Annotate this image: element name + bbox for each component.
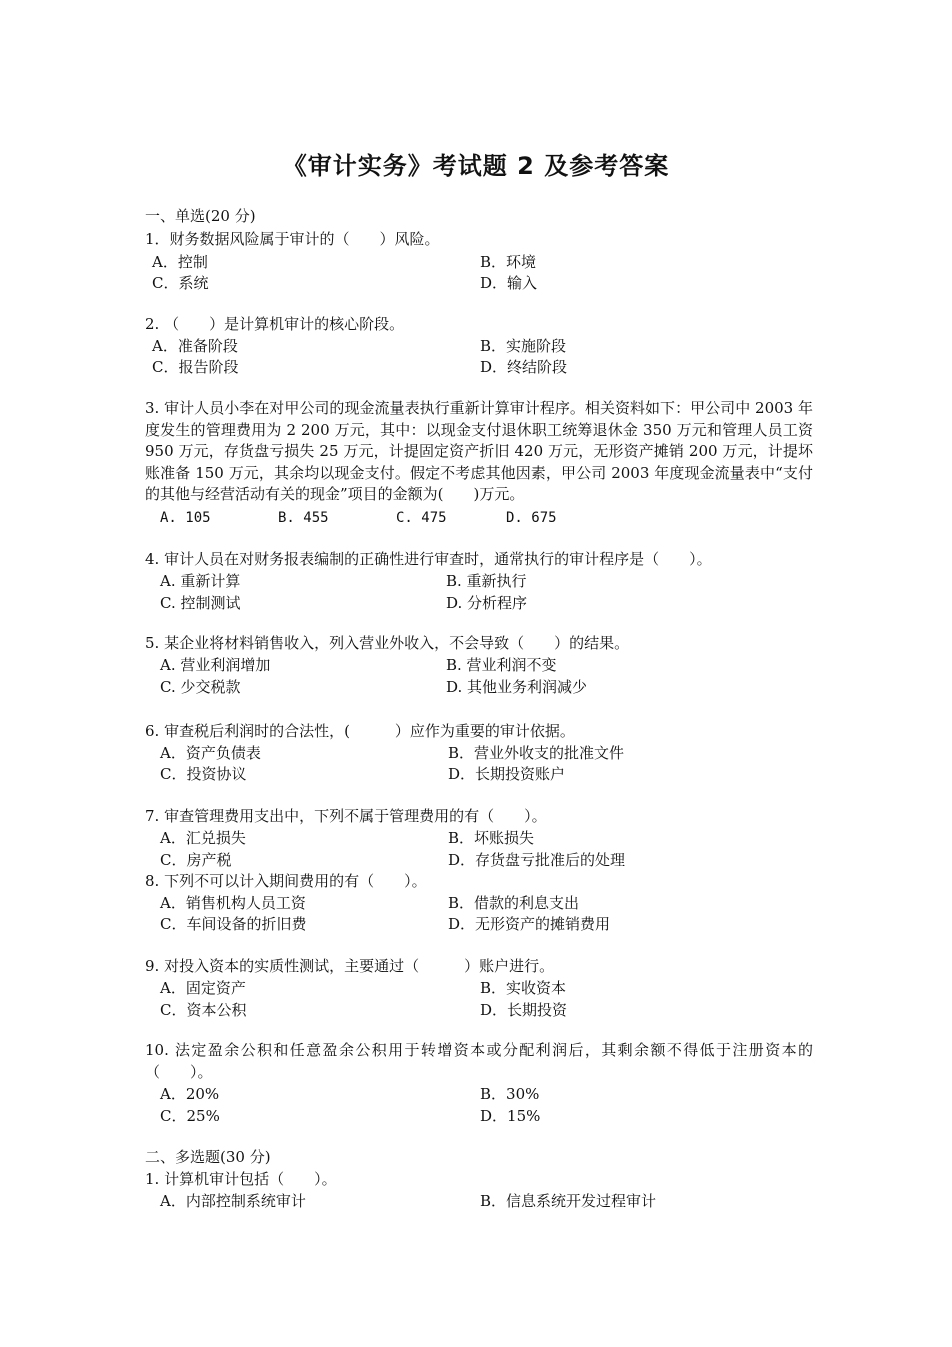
q6-option-a: A．资产负债表 <box>160 744 261 762</box>
q6-option-b: B．营业外收支的批准文件 <box>448 744 625 762</box>
multi-question-1: 1. 计算机审计包括（ ）。 <box>145 1170 337 1188</box>
q8-option-b: B．借款的利息支出 <box>448 894 580 912</box>
q6-option-d: D．长期投资账户 <box>448 765 566 783</box>
q4-option-b: B. 重新执行 <box>446 572 527 590</box>
q3-option-d: D. 675 <box>506 510 557 526</box>
q8-option-a: A．销售机构人员工资 <box>160 894 306 912</box>
q2-option-b: B．实施阶段 <box>480 337 567 355</box>
question-6: 6. 审查税后利润时的合法性，( ）应作为重要的审计依据。 <box>145 722 575 740</box>
q5-option-b: B. 营业利润不变 <box>446 656 557 674</box>
q9-option-c: C．资本公积 <box>160 1001 247 1019</box>
q1-option-b: B．环境 <box>480 253 537 271</box>
q9-option-a: A．固定资产 <box>160 979 246 997</box>
q4-option-a: A. 重新计算 <box>160 572 241 590</box>
document-title: 《审计实务》考试题 2 及参考答案 <box>282 152 670 180</box>
q6-option-c: C．投资协议 <box>160 765 247 783</box>
q5-option-d: D. 其他业务利润减少 <box>446 678 588 696</box>
m1-option-b: B．信息系统开发过程审计 <box>480 1192 657 1210</box>
q2-option-c: C．报告阶段 <box>152 358 239 376</box>
question-7: 7. 审查管理费用支出中，下列不属于管理费用的有（ ）。 <box>145 807 547 825</box>
question-5: 5. 某企业将材料销售收入，列入营业外收入，不会导致（ ）的结果。 <box>145 634 630 652</box>
q3-option-c: C. 475 <box>396 510 447 526</box>
q10-option-d: D．15% <box>480 1107 541 1125</box>
question-4: 4. 审计人员在对财务报表编制的正确性进行审查时，通常执行的审计程序是（ ）。 <box>145 550 712 568</box>
q5-option-a: A. 营业利润增加 <box>160 656 271 674</box>
q8-option-d: D．无形资产的摊销费用 <box>448 915 611 933</box>
section-heading-single-choice: 一、单选(20 分) <box>145 207 256 225</box>
question-1: 1．财务数据风险属于审计的（ ）风险。 <box>145 230 440 248</box>
q1-option-a: A．控制 <box>152 253 208 271</box>
q4-option-c: C. 控制测试 <box>160 594 241 612</box>
q7-option-d: D．存货盘亏批准后的处理 <box>448 851 626 869</box>
q1-option-c: C．系统 <box>152 274 209 292</box>
q7-option-b: B．坏账损失 <box>448 829 535 847</box>
q10-option-a: A．20% <box>160 1085 220 1103</box>
q2-option-a: A．准备阶段 <box>152 337 238 355</box>
section-heading-multiple-choice: 二、多选题(30 分) <box>145 1148 271 1166</box>
question-3: 3. 审计人员小李在对甲公司的现金流量表执行重新计算审计程序。相关资料如下：甲公司中 2003 年度发生的管理费用为 2 200 万元，其中：以现金支付退休职工统筹退休金 350 万元和管理人员工资 950 万元，存货盘亏损失 25 万元，计提固定资产折旧 420 万元，无形资产摊销 200 万元，计提坏账准备 150 万元，其余均以现金支付。假定不考虑其他因素，甲公司 2003 年度现金流量表中“支付的其他与经营活动有关的现金”项目的金额为( )万元。 <box>145 399 813 504</box>
q10-option-b: B．30% <box>480 1085 540 1103</box>
q9-option-b: B．实收资本 <box>480 979 567 997</box>
q9-option-d: D．长期投资 <box>480 1001 568 1019</box>
q3-option-b: B. 455 <box>278 510 329 526</box>
m1-option-a: A．内部控制系统审计 <box>160 1192 306 1210</box>
question-10: 10. 法定盈余公积和任意盈余公积用于转增资本或分配利润后，其剩余额不得低于注册资本的（ ）。 <box>145 1041 813 1081</box>
question-2: 2. （ ）是计算机审计的核心阶段。 <box>145 315 405 333</box>
q5-option-c: C. 少交税款 <box>160 678 241 696</box>
q7-option-c: C．房产税 <box>160 851 232 869</box>
q4-option-d: D. 分析程序 <box>446 594 528 612</box>
q7-option-a: A．汇兑损失 <box>160 829 246 847</box>
q8-option-c: C．车间设备的折旧费 <box>160 915 307 933</box>
question-8: 8. 下列不可以计入期间费用的有（ ）。 <box>145 872 427 890</box>
question-9: 9. 对投入资本的实质性测试，主要通过（ ）账户进行。 <box>145 957 555 975</box>
q1-option-d: D．输入 <box>480 274 538 292</box>
q3-option-a: A. 105 <box>160 510 211 526</box>
q10-option-c: C．25% <box>160 1107 220 1125</box>
q2-option-d: D．终结阶段 <box>480 358 568 376</box>
